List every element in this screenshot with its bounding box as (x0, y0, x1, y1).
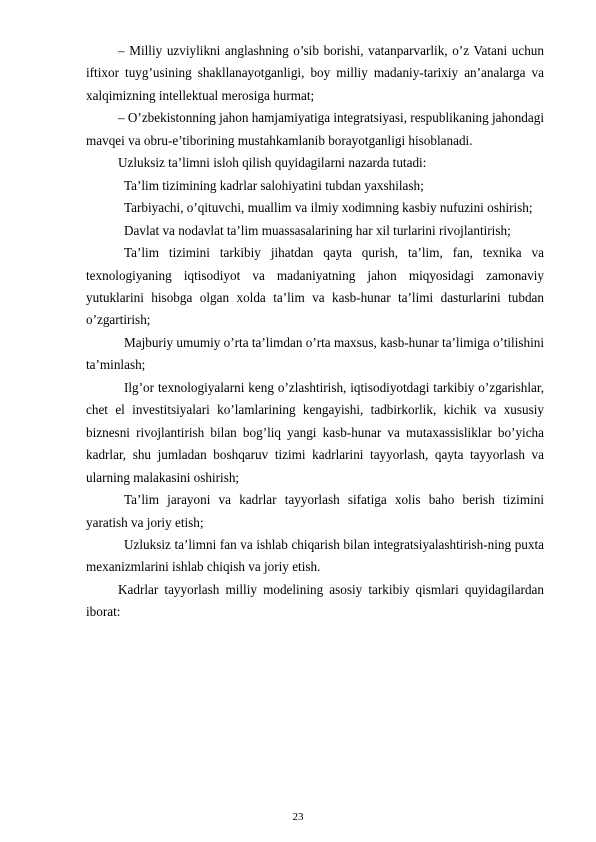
list-item-kasbiy-nufuz: Tarbiyachi, o’qituvchi, muallim va ilmiy xodimning kasbiy nufuzini oshirish; (124, 200, 533, 216)
paragraph-isloh-intro: Uzluksiz ta’limni isloh qilish quyidagilarni nazarda tutadi: (118, 155, 427, 171)
paragraph-integratsiya: – O’zbekistonning jahon hamjamiyatiga integratsiyasi, respublikaning jahondagi mavqei va obru-e’tiborining mustahkamlanib borayotganligi hisoblanadi. (86, 110, 544, 148)
list-item-ilgor-texnologiyalar: Ilg’or texnologiyalarni keng o’zlashtirish, iqtisodiyotdagi tarkibiy o’zgarishlar, chet el investitsiyalari ko’lamlarining kengayishi, tadbirkorlik, kichik va xususiy biznesni rivojlantirish bilan bog’liq yangi kasb-hunar va mutaxassisliklar bo’yicha kadrlar, shu jumladan boshqaruv tizimi kadrlarini tayyorlash, qayta tayyorlash va ularning malakasini oshirish; (86, 379, 544, 485)
paragraph-milliy-uzviylik: – Milliy uzviylikni anglashning o’sib borishi, vatanparvarlik, o’z Vatani uchun iftixor tuyg’usining shakllanayotganligi, boy milliy madaniy-tarixiy an’analarga va xalqimizning intellektual merosiga hurmat; (86, 43, 544, 103)
list-item-sifat-baho: Ta’lim jarayoni va kadrlar tayyorlash sifatiga xolis baho berish tizimini yaratish va joriy etish; (86, 492, 544, 530)
list-item-kadrlar-salohiyati: Ta’lim tizimining kadrlar salohiyatini tubdan yaxshilash; (124, 177, 424, 193)
list-item-majburiy-talim: Majburiy umumiy o’rta ta’limdan o’rta maxsus, kasb-hunar ta’limiga o’tilishini ta’minlash; (86, 334, 544, 373)
page-number: 23 (292, 811, 304, 823)
list-item-integratsiyalash: Uzluksiz ta’limni fan va ishlab chiqarish bilan integratsiyalashtirish-ning puxta mexanizmlarini ishlab chiqish va joriy etish. (86, 536, 544, 575)
list-item-muassasalar: Davlat va nodavlat ta’lim muassasalarining har xil turlarini rivojlantirish; (124, 222, 511, 238)
paragraph-milliy-model: Kadrlar tayyorlash milliy modelining asosiy tarkibiy qismlari quyidagilardan iborat: (86, 581, 544, 620)
list-item-qayta-qurish: Ta’lim tizimini tarkibiy jihatdan qayta qurish, ta’lim, fan, texnika va texnologiyaning iqtisodiyot va madaniyatning jahon miqyosidagi zamonaviy yutuklarini hisobga olgan xolda ta’lim va kasb-hunar ta’limi dasturlarini tubdan o’zgartirish; (86, 245, 544, 328)
